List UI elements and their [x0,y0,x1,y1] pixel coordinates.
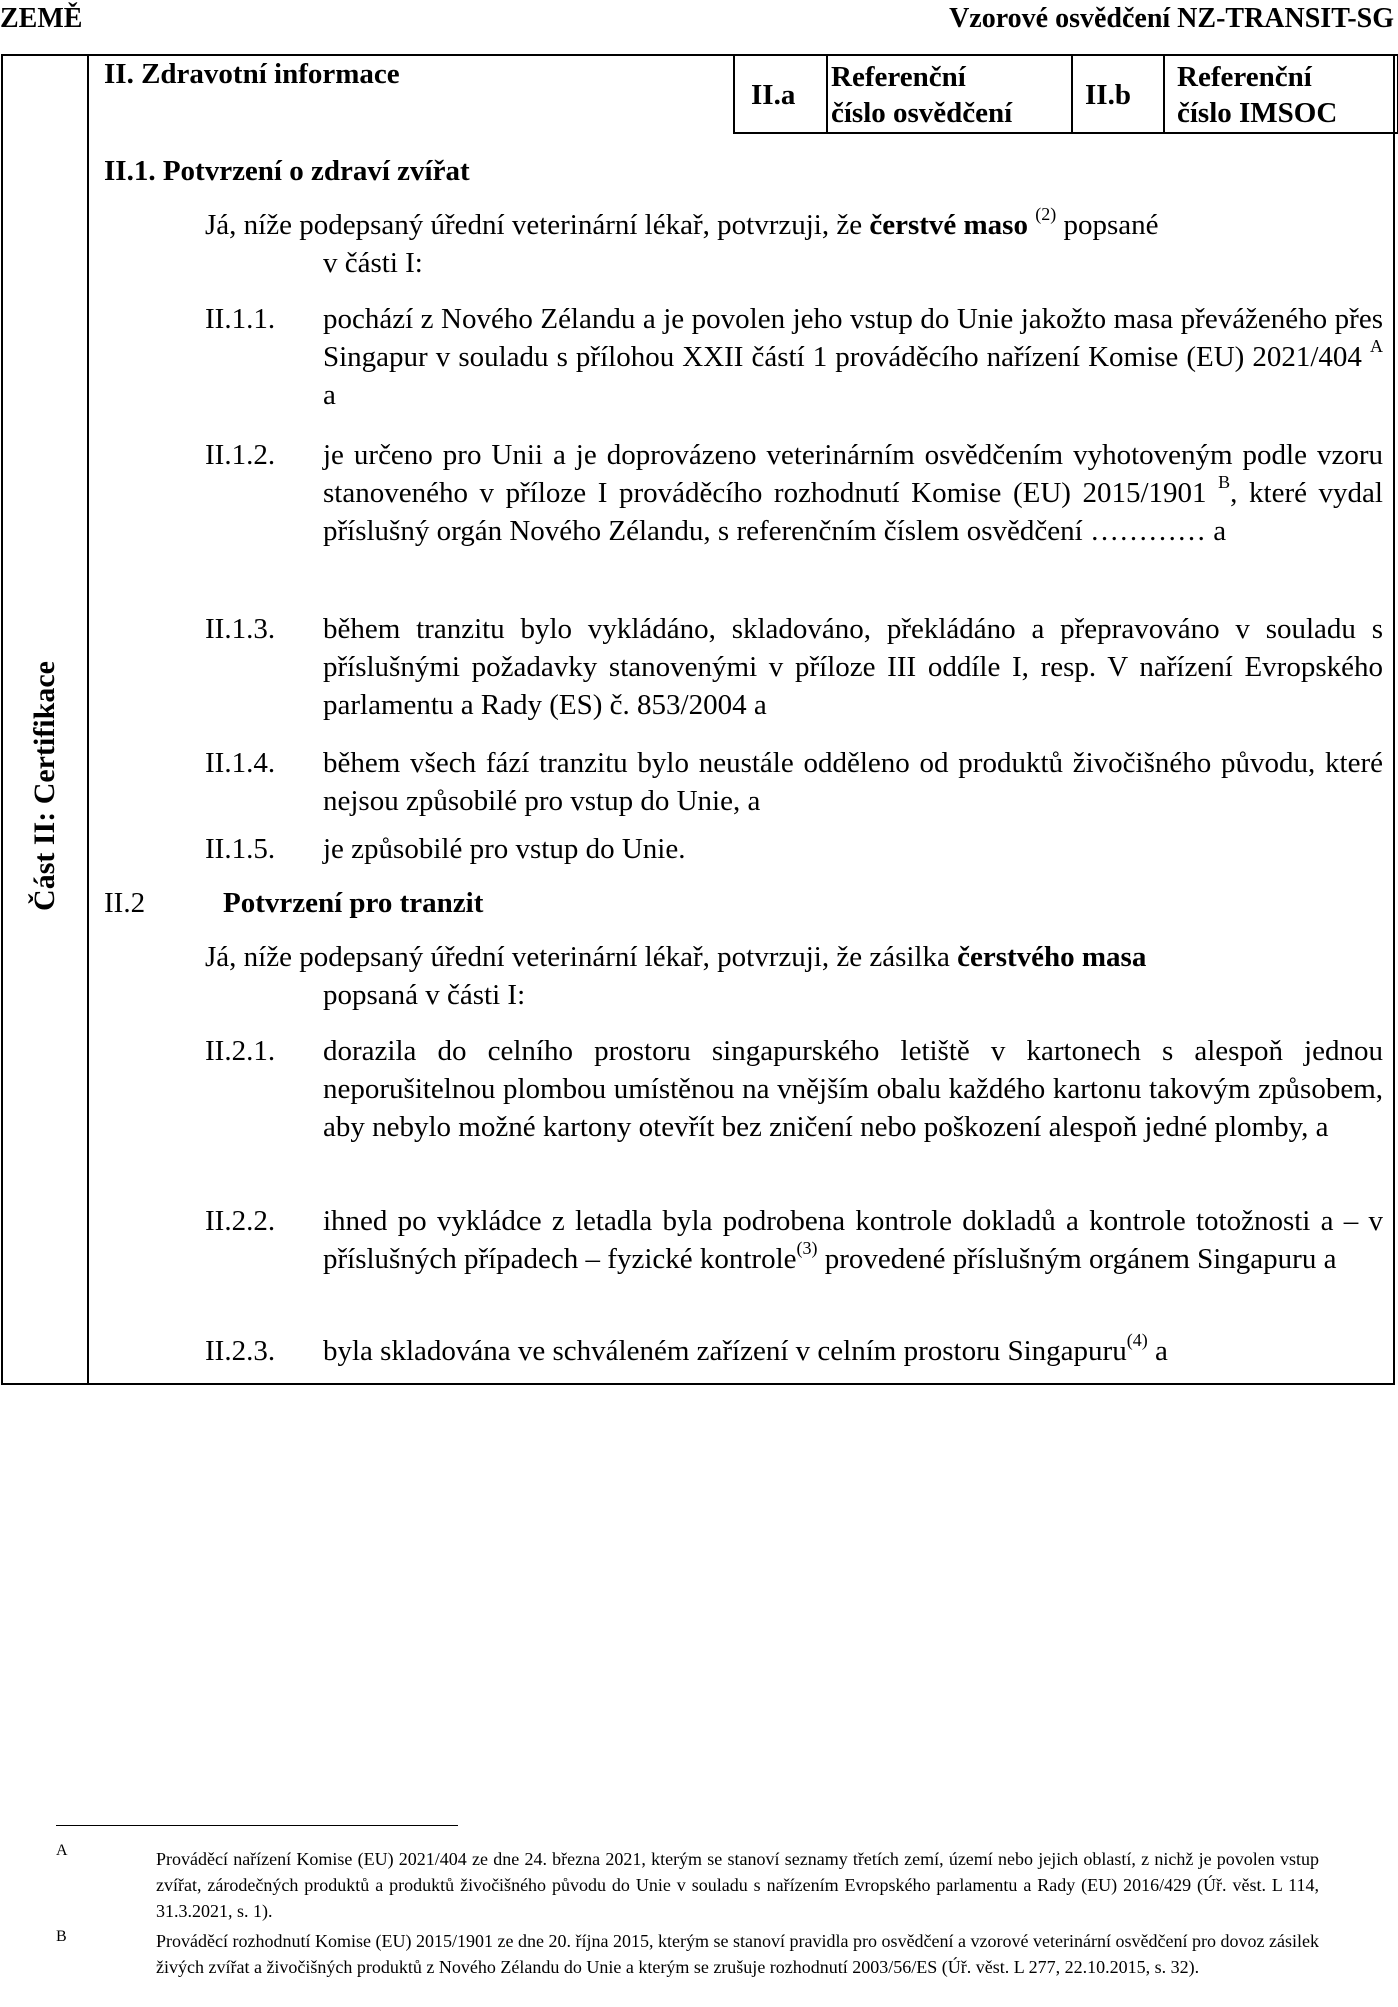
footnote-separator [56,1825,458,1826]
side-column [3,56,89,1383]
part-title: II. Zdravotní informace [104,58,400,90]
ref-a-code: II.a [751,79,796,111]
section2-title: Potvrzení pro tranzit [223,887,484,919]
ref-b-code: II.b [1085,79,1131,111]
side-label: Část II: Certifikace [28,661,61,911]
item-text: během všech fází tranzitu bylo neustále odděleno od produktů živočišného původu, které nejsou způsobilé pro vstup do Unie, a [323,747,1383,817]
footnote-text: Prováděcí nařízení Komise (EU) 2021/404 ze dne 24. března 2021, kterým se stanoví seznamy třetích zemí, území nebo jejich oblastí, z nichž je povolen vstup zvířat, zárodečných produktů a produktů živočišného původu do Unie v souladu s nařízením Evropského parlamentu a Rady (EU) 2016/429 (Úř. věst. L 114, 31.3.2021, s. 1). [156,1849,1319,1921]
item-number: II.1.2. [205,439,276,471]
item-number: II.2.2. [205,1205,276,1237]
section2-number: II.2 [104,887,146,919]
item-number: II.2.3. [205,1335,276,1367]
item-text: je způsobilé pro vstup do Unie. [323,833,686,865]
ref-a-label-line2: číslo osvědčení [831,97,1013,129]
item-number: II.1.4. [205,747,276,779]
item-text: pochází z Nového Zélandu a je povolen jeho vstup do Unie jakožto masa převáženého přes Singapur v souladu s přílohou XXII částí 1 prováděcího nařízení Komise (EU) 2021/404 $^A$ a [323,303,1383,411]
item-text: je určeno pro Unii a je doprovázeno veterinárním osvědčením vyhotoveným podle vzoru stanoveného v příloze I prováděcího rozhodnutí Komise (EU) 2015/1901 $^B$, které vydal příslušný orgán Nového Zélandu, s referenčním číslem osvědčení ………… a [323,439,1383,547]
item-text: během tranzitu bylo vykládáno, skladováno, překládáno a přepravováno v souladu s příslušnými požadavky stanovenými v příloze III oddíle I, resp. V nařízení Evropského parlamentu a Rady (ES) č. 853/2004 a [323,613,1383,721]
item-text: ihned po vykládce z letadla byla podrobena kontrole dokladů a kontrole totožnosti a – v příslušných případech – fyzické kontrole$^{(3)}$ provedené příslušným orgánem Singapuru a [323,1205,1383,1275]
section1-title: II.1. Potvrzení o zdraví zvířat [104,155,470,187]
item-text: dorazila do celního prostoru singapurského letiště v kartonech s alespoň jednou neporušitelnou plombou umístěnou na vnějším obalu každého kartonu takovým způsobem, aby nebylo možné kartony otevřít bez zničení nebo poškození alespoň jedné plomby, a [323,1035,1383,1143]
ref-a-label-line1: Referenční [831,61,966,93]
ref-b-label-line2: číslo IMSOC [1177,97,1338,129]
footnote-text: Prováděcí rozhodnutí Komise (EU) 2015/1901 ze dne 20. října 2015, kterým se stanoví pravidla pro osvědčení a vzorové veterinární osvědčení pro dovoz zásilek živých zvířat a živočišných produktů z Nového Zélandu do Unie a kterým se zrušuje rozhodnutí 2003/56/ES (Úř. věst. L 277, 22.10.2015, s. 32). [156,1931,1319,1977]
certificate-title: Vzorové osvědčení NZ-TRANSIT-SG [949,3,1394,34]
certificate-frame [1,54,1395,1385]
item-number: II.2.1. [205,1035,276,1067]
item-text: byla skladována ve schváleném zařízení v celním prostoru Singapuru$^{(4)}$ a [323,1330,1168,1367]
section2-intro: Já, níže podepsaný úřední veterinární lékař, potvrzuji, že zásilka čerstvého masa popsaná v části I: [205,941,1147,1011]
item-number: II.1.1. [205,303,276,335]
section1-intro: Já, níže podepsaný úřední veterinární lékař, potvrzuji, že čerstvé maso $^{(2)}$ popsané v části I: [205,204,1159,279]
footnote-mark: A [56,1842,68,1859]
ref-b-label-line1: Referenční [1177,61,1312,93]
country-label: ZEMĚ [0,3,83,34]
footnote-mark: B [56,1928,67,1945]
item-number: II.1.3. [205,613,276,645]
item-number: II.1.5. [205,833,276,865]
reference-box [733,54,1398,134]
